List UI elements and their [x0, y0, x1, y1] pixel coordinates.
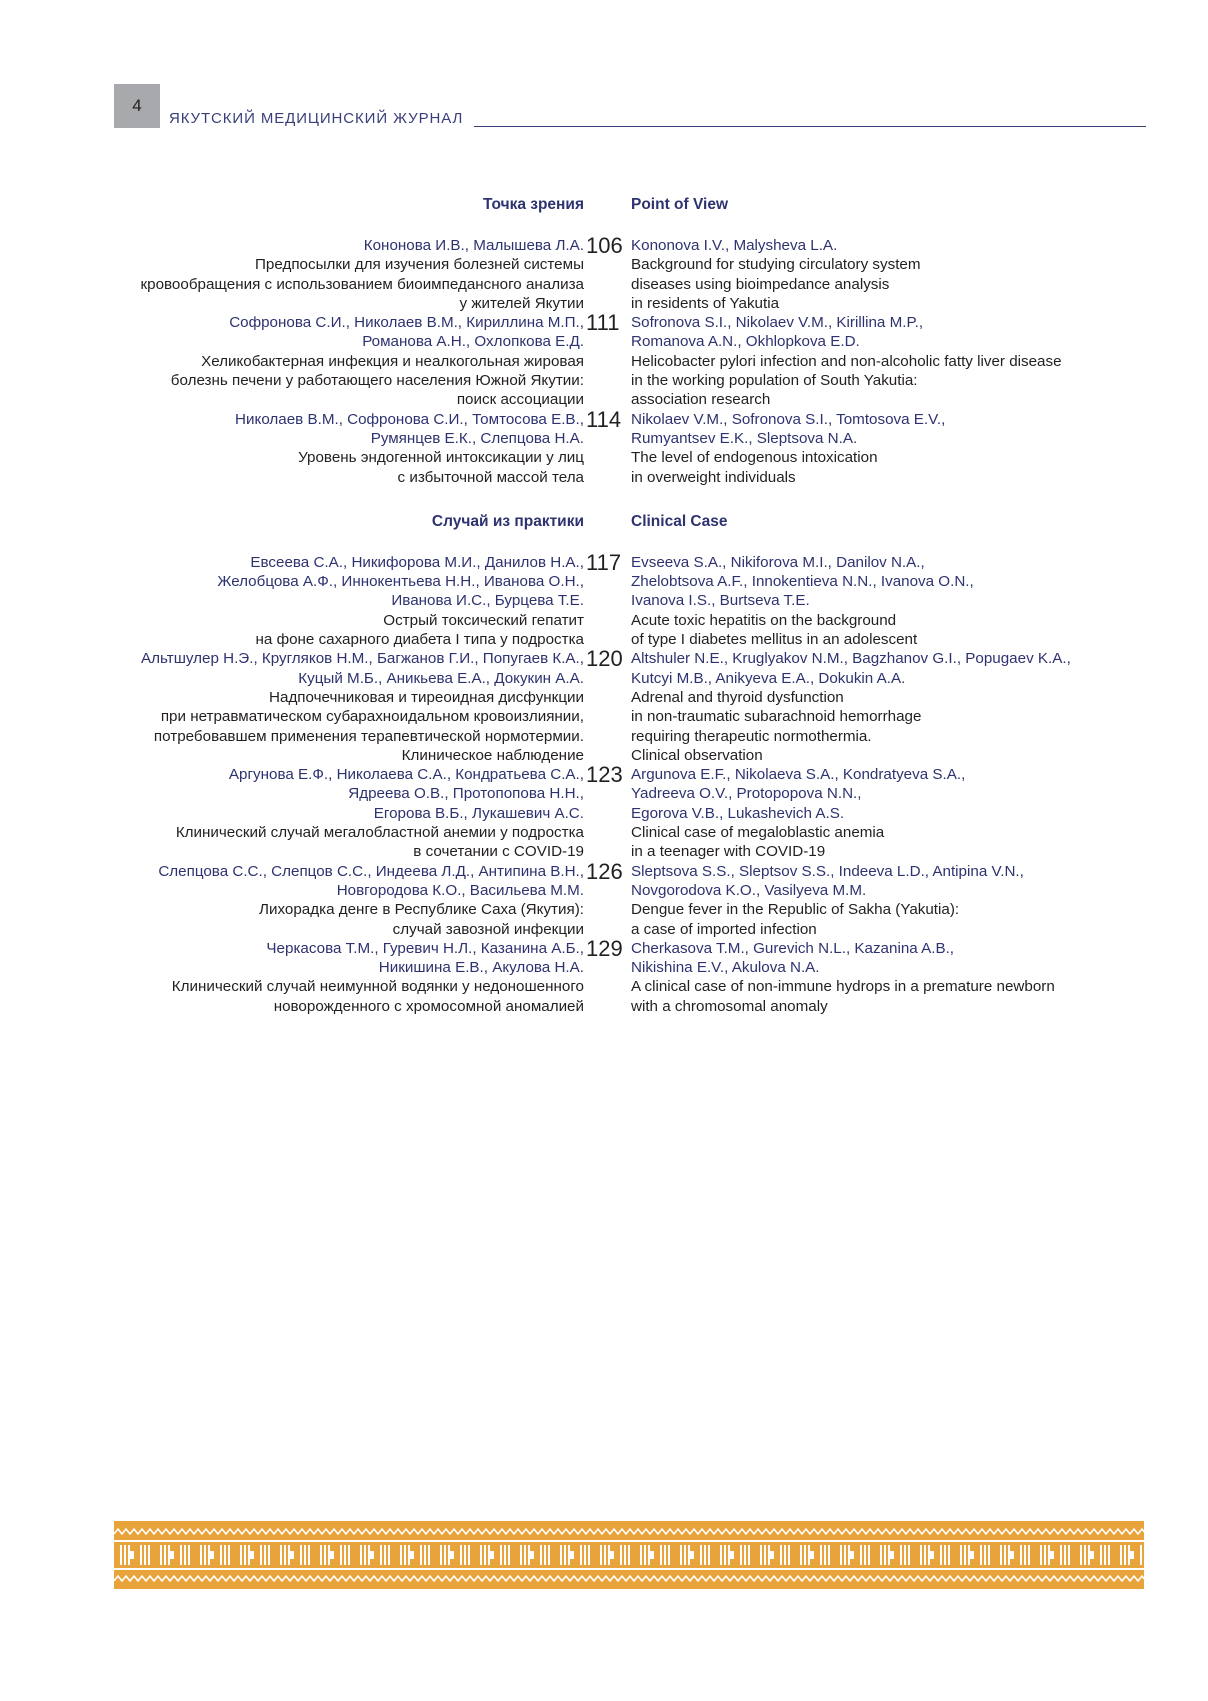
- entry-title-ru: Клиническое наблюдение: [401, 746, 584, 764]
- entry-title-en: requiring therapeutic normothermia.: [631, 727, 872, 745]
- entry-title-ru: в сочетании с COVID-19: [413, 843, 584, 861]
- entry-title-en: Adrenal and thyroid dysfunction: [631, 688, 844, 706]
- entry-authors-ru: Николаев В.М., Софронова С.И., Томтосова Е.В.,: [235, 410, 584, 428]
- entry-title-en: Clinical case of megaloblastic anemia: [631, 824, 885, 842]
- entry-title-en: a case of imported infection: [631, 920, 817, 938]
- entry-authors-en: Argunova E.F., Nikolaeva S.A., Kondratyeva S.A.,: [631, 766, 966, 784]
- entry-title-ru: на фоне сахарного диабета I типа у подростка: [255, 631, 584, 649]
- section-heading-ru: Случай из практики: [431, 512, 584, 530]
- toc-entry[interactable]: [0, 646, 1208, 765]
- entry-title-ru: Надпочечниковая и тиреоидная дисфункции: [269, 688, 584, 706]
- entry-authors-en: Cherkasova T.M., Gurevich N.L., Kazanina A.B.,: [631, 939, 955, 957]
- entry-authors-ru: Куцый М.Б., Аникьева Е.А., Докукин А.А.: [298, 669, 584, 687]
- entry-title-en: association research: [631, 391, 771, 409]
- toc-entry[interactable]: [0, 858, 1208, 939]
- entry-english-column: [631, 649, 1191, 765]
- section-heading: [0, 196, 1208, 218]
- table-of-contents: [0, 196, 1208, 1016]
- entry-title-en: in the working population of South Yakutia:: [631, 372, 918, 390]
- entry-russian-column: [64, 236, 584, 313]
- entry-title-ru: Лихорадка денге в Республике Саха (Якутия):: [259, 901, 584, 919]
- entry-authors-en: Nikishina E.V., Akulova N.A.: [631, 959, 820, 977]
- entry-page-number: 114: [586, 406, 622, 432]
- entry-russian-column: [64, 765, 584, 861]
- entry-title-en: with a chromosomal anomaly: [631, 997, 828, 1015]
- entry-title-en: of type I diabetes mellitus in an adolescent: [631, 631, 918, 649]
- entry-authors-ru: Аргунова Е.Ф., Николаева С.А., Кондратьева С.А.,: [228, 766, 584, 784]
- entry-page-number: 106: [586, 233, 623, 258]
- entry-title-ru: Острый токсический гепатит: [383, 611, 584, 629]
- entry-english-column: [631, 410, 1191, 487]
- entry-authors-en: Romanova A.N., Okhlopkova E.D.: [631, 333, 860, 351]
- entry-russian-column: [64, 939, 584, 1016]
- entry-authors-en: Novgorodova K.O., Vasilyeva M.M.: [631, 881, 867, 899]
- entry-title-en: Background for studying circulatory system: [631, 256, 921, 274]
- toc-entry[interactable]: [0, 935, 1208, 1016]
- entry-title-en: Helicobacter pylori infection and non-alcoholic fatty liver disease: [631, 352, 1062, 370]
- entry-authors-ru: Егорова В.Б., Лукашевич А.С.: [373, 804, 584, 822]
- entry-page-number: 126: [586, 858, 623, 884]
- entry-title-ru: болезнь печени у работающего населения Южной Якутии:: [170, 372, 584, 390]
- page-number-box: [114, 84, 160, 128]
- entry-title-ru: Клинический случай мегалобластной анемии у подростка: [175, 824, 584, 842]
- entry-title-ru: кровообращения с использованием биоимпедансного анализа: [140, 275, 584, 293]
- entry-authors-en: Nikolaev V.M., Sofronova S.I., Tomtosova E.V.,: [631, 410, 946, 428]
- entry-english-column: [631, 236, 1191, 313]
- entry-title-ru: потребовавшем применения терапевтической нормотермии.: [153, 727, 584, 745]
- section-heading-ru: Точка зрения: [483, 196, 584, 213]
- entry-title-ru: Уровень эндогенной интоксикации у лиц: [298, 449, 584, 467]
- entry-title-ru: Хеликобактерная инфекция и неалкогольная жировая: [201, 352, 584, 370]
- entry-title-en: The level of endogenous intoxication: [631, 449, 878, 467]
- entry-page-number: 120: [586, 646, 623, 672]
- entry-authors-ru: Никишина Е.В., Акулова Н.А.: [378, 959, 584, 977]
- entry-authors-en: Kutcyi M.B., Anikyeva E.A., Dokukin A.A.: [631, 669, 906, 687]
- entry-authors-en: Sofronova S.I., Nikolaev V.M., Kirillina M.P.,: [631, 314, 924, 332]
- entry-authors-en: Evseeva S.A., Nikiforova M.I., Danilov N.A.,: [631, 553, 925, 571]
- entry-authors-ru: Желобцова А.Ф., Иннокентьева Н.Н., Иванова О.Н.,: [217, 573, 584, 591]
- entry-english-column: [631, 765, 1191, 861]
- entry-authors-en: Ivanova I.S., Burtseva T.E.: [631, 592, 810, 610]
- entry-title-ru: Предпосылки для изучения болезней системы: [255, 256, 584, 274]
- ornament-border: [114, 1521, 1144, 1589]
- entry-authors-ru: Слепцова С.С., Слепцов С.С., Индеева Л.Д., Антипина В.Н.,: [158, 862, 584, 880]
- entry-title-en: in overweight individuals: [631, 468, 796, 486]
- entry-title-en: in residents of Yakutia: [631, 294, 780, 312]
- entry-title-en: A clinical case of non-immune hydrops in a premature newborn: [631, 978, 1055, 996]
- entry-title-en: diseases using bioimpedance analysis: [631, 275, 890, 293]
- entry-authors-ru: Софронова С.И., Николаев В.М., Кириллина М.П.,: [229, 314, 584, 332]
- entry-page-number: 117: [586, 549, 622, 575]
- entry-authors-ru: Ядреева О.В., Протопопова Н.Н.,: [348, 785, 584, 803]
- entry-title-ru: у жителей Якутии: [459, 294, 584, 312]
- entry-russian-column: [64, 553, 584, 649]
- entry-authors-ru: Черкасова Т.М., Гуревич Н.Л., Казанина А.Б.,: [266, 939, 584, 957]
- toc-entry[interactable]: [0, 406, 1208, 487]
- entry-authors-en: Kononova I.V., Malysheva L.A.: [631, 237, 838, 254]
- entry-title-ru: новорожденного с хромосомной аномалией: [273, 997, 584, 1015]
- entry-english-column: [631, 313, 1191, 409]
- entry-page-number: 111: [586, 310, 620, 336]
- section-heading-en: Clinical Case: [631, 512, 728, 530]
- entry-title-en: in a teenager with COVID-19: [631, 843, 826, 861]
- entry-title-ru: Клинический случай неимунной водянки у недоношенного: [171, 978, 584, 996]
- entry-authors-en: Egorova V.B., Lukashevich A.S.: [631, 804, 845, 822]
- entry-title-ru: случай завозной инфекции: [392, 920, 584, 938]
- entry-authors-en: Yadreeva O.V., Protopopova N.N.,: [631, 785, 862, 803]
- entry-authors-ru: Кононова И.В., Малышева Л.А.: [363, 237, 584, 254]
- entry-authors-en: Rumyantsev E.K., Sleptsova N.A.: [631, 429, 858, 447]
- header-rule: [474, 126, 1146, 127]
- entry-authors-ru: Румянцев Е.К., Слепцова Н.А.: [370, 429, 584, 447]
- journal-title: ЯКУТСКИЙ МЕДИЦИНСКИЙ ЖУРНАЛ: [169, 110, 464, 127]
- toc-entry[interactable]: [0, 310, 1208, 410]
- entry-title-en: in non-traumatic subarachnoid hemorrhage: [631, 708, 922, 726]
- entry-authors-ru: Евсеева С.А., Никифорова М.И., Данилов Н.А.,: [250, 553, 584, 571]
- entry-authors-ru: Романова А.Н., Охлопкова Е.Д.: [362, 333, 584, 351]
- entry-title-en: Clinical observation: [631, 746, 763, 764]
- entry-russian-column: [64, 649, 584, 765]
- entry-authors-ru: Иванова И.С., Бурцева Т.Е.: [391, 592, 584, 610]
- toc-entry[interactable]: [0, 762, 1208, 862]
- toc-entry[interactable]: [0, 233, 1208, 313]
- entry-title-ru: поиск ассоциации: [456, 391, 584, 409]
- entry-title-ru: при нетравматическом субарахноидальном кровоизлиянии,: [160, 708, 584, 726]
- section-heading-en: Point of View: [631, 196, 729, 213]
- entry-page-number: 129: [586, 935, 623, 961]
- section-heading: [0, 513, 1208, 535]
- entry-title-en: Dengue fever in the Republic of Sakha (Yakutia):: [631, 901, 960, 919]
- entry-english-column: [631, 939, 1191, 1016]
- toc-entry[interactable]: [0, 549, 1208, 650]
- entry-title-en: Acute toxic hepatitis on the background: [631, 611, 897, 629]
- entry-authors-en: Altshuler N.E., Kruglyakov N.M., Bagzhanov G.I., Popugaev K.A.,: [631, 650, 1071, 668]
- entry-russian-column: [64, 313, 584, 409]
- entry-authors-ru: Новгородова К.О., Васильева М.М.: [336, 881, 584, 899]
- entry-authors-ru: Альтшулер Н.Э., Кругляков Н.М., Багжанов Г.И., Попугаев К.А.,: [141, 650, 584, 668]
- page-number: 4: [132, 96, 142, 115]
- entry-russian-column: [64, 862, 584, 939]
- entry-authors-en: Zhelobtsova A.F., Innokentieva N.N., Ivanova O.N.,: [631, 573, 974, 591]
- entry-page-number: 123: [586, 762, 623, 788]
- entry-english-column: [631, 553, 1191, 649]
- entry-title-ru: с избыточной массой тела: [397, 468, 584, 486]
- entry-russian-column: [64, 410, 584, 487]
- entry-authors-en: Sleptsova S.S., Sleptsov S.S., Indeeva L.D., Antipina V.N.,: [631, 862, 1024, 880]
- entry-english-column: [631, 862, 1191, 939]
